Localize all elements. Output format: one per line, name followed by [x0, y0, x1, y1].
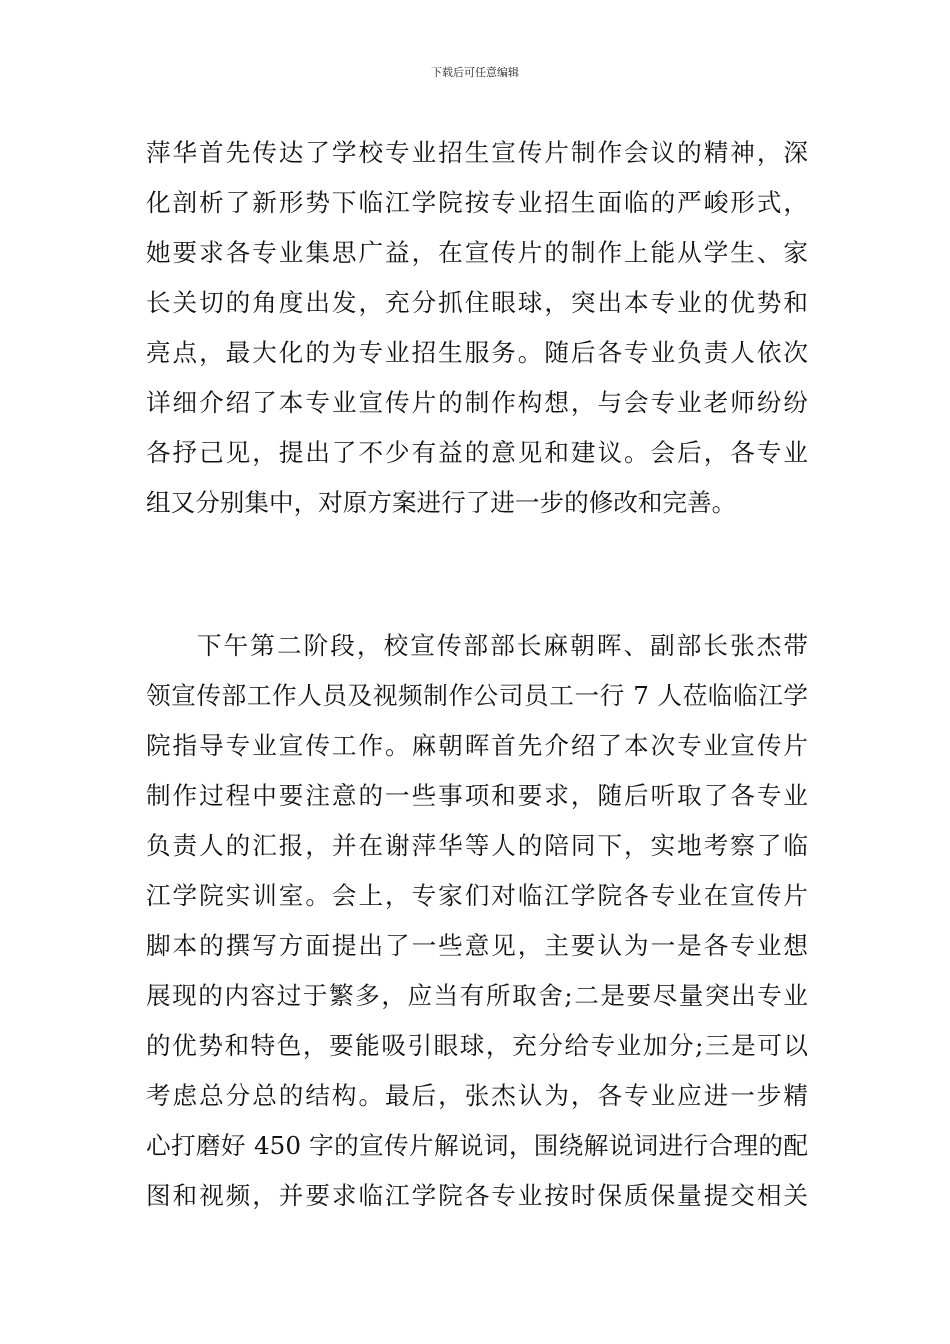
text-line: 她要求各专业集思广益，在宣传片的制作上能从学生、家	[146, 238, 808, 267]
text-line: 制作过程中要注意的一些事项和要求，随后听取了各专业	[146, 781, 808, 810]
text-line: 详细介绍了本专业宣传片的制作构想，与会专业老师纷纷	[146, 388, 808, 417]
text-line: 下午第二阶段，校宣传部部长麻朝晖、副部长张杰带	[197, 631, 808, 660]
text-line: 院指导专业宣传工作。麻朝晖首先介绍了本次专业宣传片	[146, 731, 808, 760]
text-line: 亮点，最大化的为专业招生服务。随后各专业负责人依次	[146, 338, 808, 367]
text-line: 化剖析了新形势下临江学院按专业招生面临的严峻形式，	[146, 188, 808, 217]
text-line: 长关切的角度出发，充分抓住眼球，突出本专业的优势和	[146, 288, 808, 317]
text-line: 图和视频，并要求临江学院各专业按时保质保量提交相关	[146, 1181, 808, 1210]
page-header: 下载后可任意编辑	[431, 66, 519, 79]
text-line: 展现的内容过于繁多，应当有所取舍;二是要尽量突出专业	[146, 981, 808, 1010]
text-line: 江学院实训室。会上，专家们对临江学院各专业在宣传片	[146, 881, 808, 910]
text-line: 领宣传部工作人员及视频制作公司员工一行 7 人莅临临江学	[146, 681, 808, 710]
text-line: 脚本的撰写方面提出了一些意见，主要认为一是各专业想	[146, 931, 808, 960]
text-line: 负责人的汇报，并在谢萍华等人的陪同下，实地考察了临	[146, 831, 808, 860]
paragraph-2	[146, 621, 808, 1221]
text-line: 各抒己见，提出了不少有益的意见和建议。会后，各专业	[146, 438, 808, 467]
text-line: 考虑总分总的结构。最后，张杰认为，各专业应进一步精	[146, 1081, 808, 1110]
text-line: 心打磨好 450 字的宣传片解说词，围绕解说词进行合理的配	[146, 1131, 808, 1160]
text-line: 组又分别集中，对原方案进行了进一步的修改和完善。	[146, 488, 737, 517]
text-line: 萍华首先传达了学校专业招生宣传片制作会议的精神，深	[146, 138, 808, 167]
paragraph-1	[146, 128, 808, 528]
text-line: 的优势和特色，要能吸引眼球，充分给专业加分;三是可以	[146, 1031, 808, 1060]
